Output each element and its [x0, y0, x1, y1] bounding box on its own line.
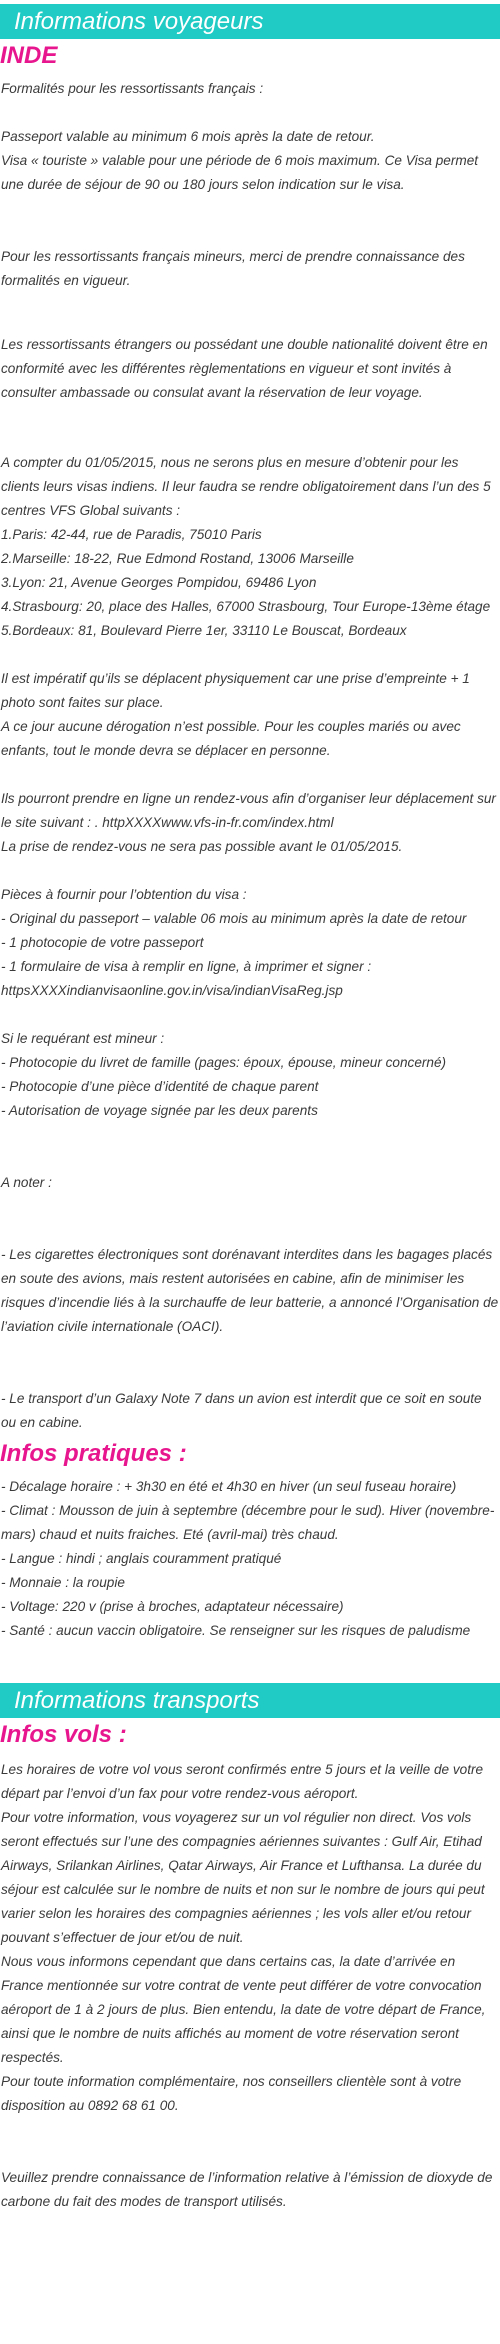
formalites-title: Formalités pour les ressortissants français : — [1, 81, 264, 96]
infos-pratiques-heading: Infos pratiques : — [0, 1440, 187, 1467]
mineurs-paragraph: Pour les ressortissants français mineurs, merci de prendre connaissance des formalités en vigueur. — [1, 249, 465, 288]
country-heading: INDE — [0, 42, 58, 69]
infos-vols-paragraph: Les horaires de votre vol vous seront confirmés entre 5 jours et la veille de votre départ par l’envoi d’un fax pour votre rendez-vous aéroport. Pour votre information, vous voyagerez sur un vol régulier non direct. Vos vols seront effectués sur l’une des compagnies aériennes suivantes : Gulf Air, Etihad Airways, Srilankan Airlines, Qatar Airways, Air France et Lufthansa. La durée du séjour est calculée sur le nombre de nuits et non sur le nombre de jours qui peut varier selon les horaires des compagnies aériennes ; les vols aller et/ou retour pouvant s’effectuer de jour et/ou de nuit. Nous vous informons cependant que dans certains cas, la date d’arrivée en France mentionnée sur votre contrat de vente peut différer de votre convocation aéroport de 1 à 2 jours de plus. Bien entendu, la date de votre départ de France, ainsi que le nombre de nuits affichés au moment de votre réservation seront respectés. Pour toute information complémentaire, nos conseillers clientèle sont à votre disposition au 0892 68 61 00. — [1, 1762, 486, 2113]
informations-transports-banner: Informations transports — [0, 1683, 500, 1718]
infos-pratiques-list: - Décalage horaire : + 3h30 en été et 4h30 en hiver (un seul fuseau horaire) - Climat : Mousson de juin à septembre (décembre pour le sud). Hiver (novembre-mars) chaud et nuits fraiches. Eté (avril-mai) très chaud. - Langue : hindi ; anglais couramment pratiqué - Monnaie : la roupie - Voltage: 220 v (prise à broches, adaptateur nécessaire) - Santé : aucun vaccin obligatoire. Se renseigner sur les risques de paludisme — [1, 1479, 495, 1638]
a-noter-label: A noter : — [1, 1175, 52, 1190]
mineur-paragraph: Si le requérant est mineur : - Photocopie du livret de famille (pages: époux, épouse, mineur concerné) - Photocopie d’une pièce d’identité de chaque parent - Autorisation de voyage signée par les deux parents — [1, 1031, 447, 1118]
galaxy-note-paragraph: - Le transport d’un Galaxy Note 7 dans un avion est interdit que ce soit en soute ou en cabine. — [1, 1391, 482, 1430]
co2-paragraph: Veuillez prendre connaissance de l’information relative à l’émission de dioxyde de carbone du fait des modes de transport utilisés. — [1, 2170, 493, 2209]
infos-vols-heading: Infos vols : — [0, 1721, 127, 1748]
cigarettes-paragraph: - Les cigarettes électroniques sont dorénavant interdites dans les bagages placés en soute des avions, mais restent autorisées en cabine, afin de minimiser les risques d’incendie liés à la surchauffe de leur batterie, a annoncé l’Organisation de l’aviation civile internationale (OACI). — [1, 1247, 499, 1334]
vfs-centres-paragraph: A compter du 01/05/2015, nous ne serons plus en mesure d’obtenir pour les clients leurs visas indiens. Il leur faudra se rendre obligatoirement dans l’un des 5 centres VFS Global suivants : 1.Paris: 42-44, rue de Paradis, 75010 Paris 2.Marseille: 18-22, Rue Edmond Rostand, 13006 Marseille 3.Lyon: 21, Avenue Georges Pompidou, 69486 Lyon 4.Strasbourg: 20, place des Halles, 67000 Strasbourg, Tour Europe-13ème étage 5.Bordeaux: 81, Boulevard Pierre 1er, 33110 Le Bouscat, Bordeaux — [1, 455, 491, 638]
etrangers-paragraph: Les ressortissants étrangers ou possédant une double nationalité doivent être en conformité avec les différentes règlementations en vigueur et sont invités à consulter ambassade ou consulat avant la réservation de leur voyage. — [1, 337, 488, 400]
pieces-paragraph: Pièces à fournir pour l’obtention du visa : - Original du passeport – valable 06 mois au minimum après la date de retour - 1 photocopie de votre passeport - 1 formulaire de visa à remplir en ligne, à imprimer et signer : httpsXXXXindianvisaonline.gov.in/visa/indianVisaReg.jsp — [1, 887, 467, 998]
rendez-vous-paragraph: Ils pourront prendre en ligne un rendez-vous afin d’organiser leur déplacement sur le site suivant : . httpXXXXwww.vfs-in-fr.com/index.html La prise de rendez-vous ne sera pas possible avant le 01/05/2015. — [1, 791, 496, 854]
empreinte-paragraph: Il est impératif qu’ils se déplacent physiquement car une prise d’empreinte + 1 photo sont faites sur place. A ce jour aucune dérogation n’est possible. Pour les couples mariés ou avec enfants, tout le monde devra se déplacer en personne. — [1, 671, 470, 758]
passeport-paragraph: Passeport valable au minimum 6 mois après la date de retour. Visa « touriste » valable pour une période de 6 mois maximum. Ce Visa permet une durée de séjour de 90 ou 180 jours selon indication sur le visa. — [1, 129, 479, 192]
informations-voyageurs-banner: Informations voyageurs — [0, 4, 500, 39]
page — [0, 4, 500, 2228]
